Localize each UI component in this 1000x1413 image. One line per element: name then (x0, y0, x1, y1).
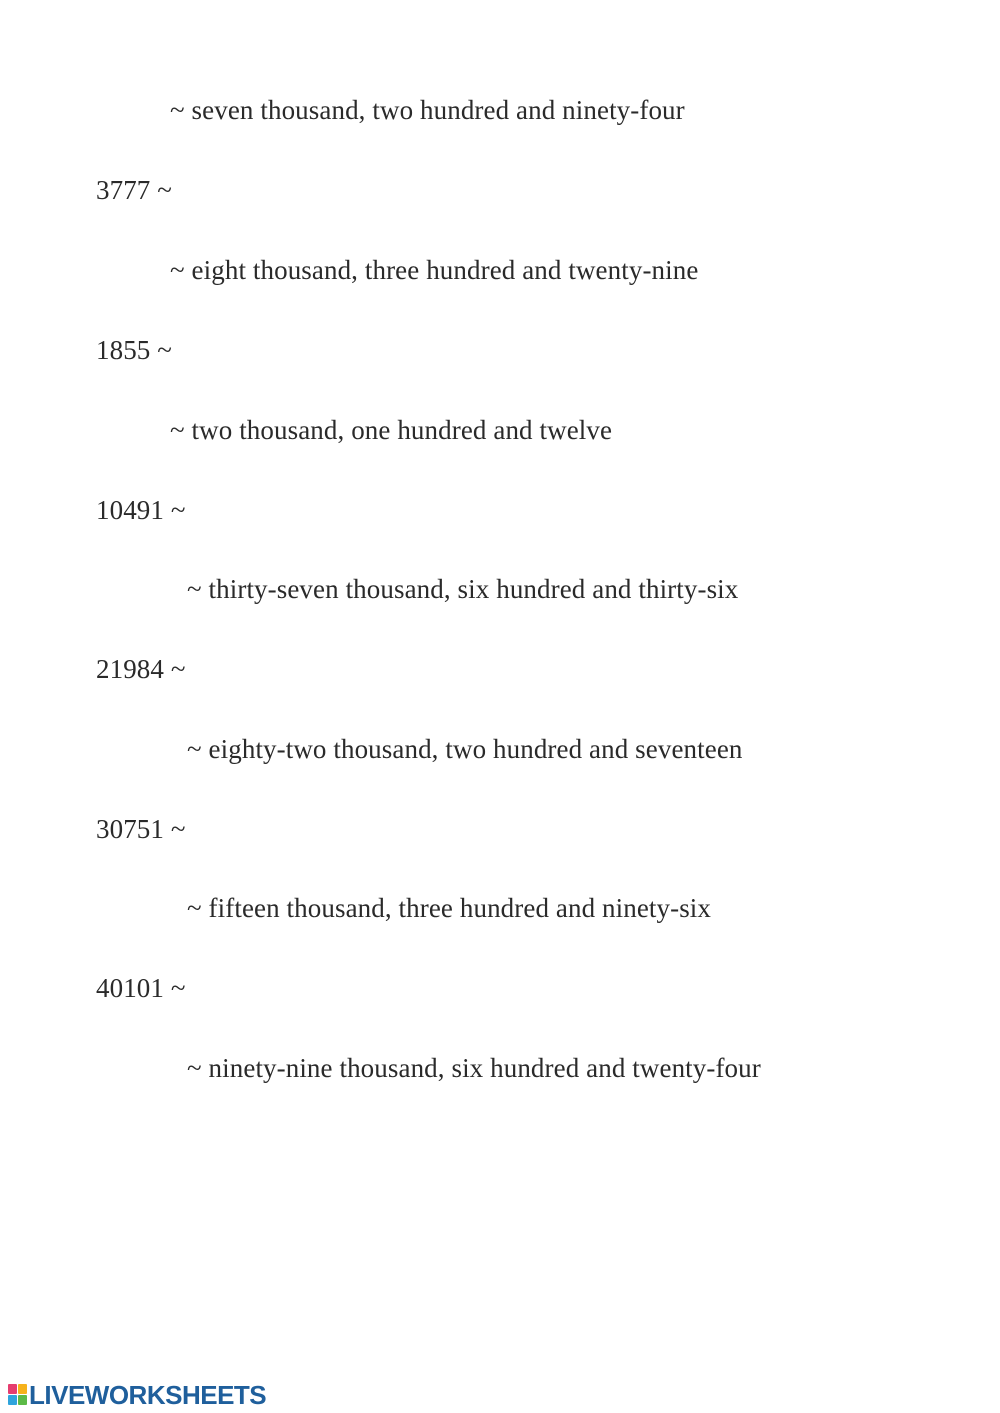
number-item[interactable]: 21984 ~ (96, 654, 186, 684)
number-item[interactable]: 1855 ~ (96, 335, 172, 365)
word-item[interactable]: ~ eight thousand, three hundred and twenty-nine (170, 255, 699, 285)
brand-name: LIVEWORKSHEETS (29, 1379, 267, 1410)
number-item[interactable]: 40101 ~ (96, 973, 186, 1003)
number-item[interactable]: 10491 ~ (96, 495, 186, 525)
word-item[interactable]: ~ eighty-two thousand, two hundred and seventeen (187, 734, 743, 764)
word-item[interactable]: ~ two thousand, one hundred and twelve (170, 415, 613, 445)
word-item[interactable]: ~ seven thousand, two hundred and ninety-four (170, 95, 685, 125)
number-item[interactable]: 3777 ~ (96, 175, 172, 205)
footer-brand[interactable] (8, 1381, 266, 1409)
word-item[interactable]: ~ fifteen thousand, three hundred and ninety-six (187, 893, 712, 923)
word-item[interactable]: ~ ninety-nine thousand, six hundred and twenty-four (187, 1053, 761, 1083)
word-item[interactable]: ~ thirty-seven thousand, six hundred and thirty-six (187, 574, 739, 604)
liveworksheets-logo-icon (8, 1384, 28, 1406)
number-item[interactable]: 30751 ~ (96, 814, 186, 844)
